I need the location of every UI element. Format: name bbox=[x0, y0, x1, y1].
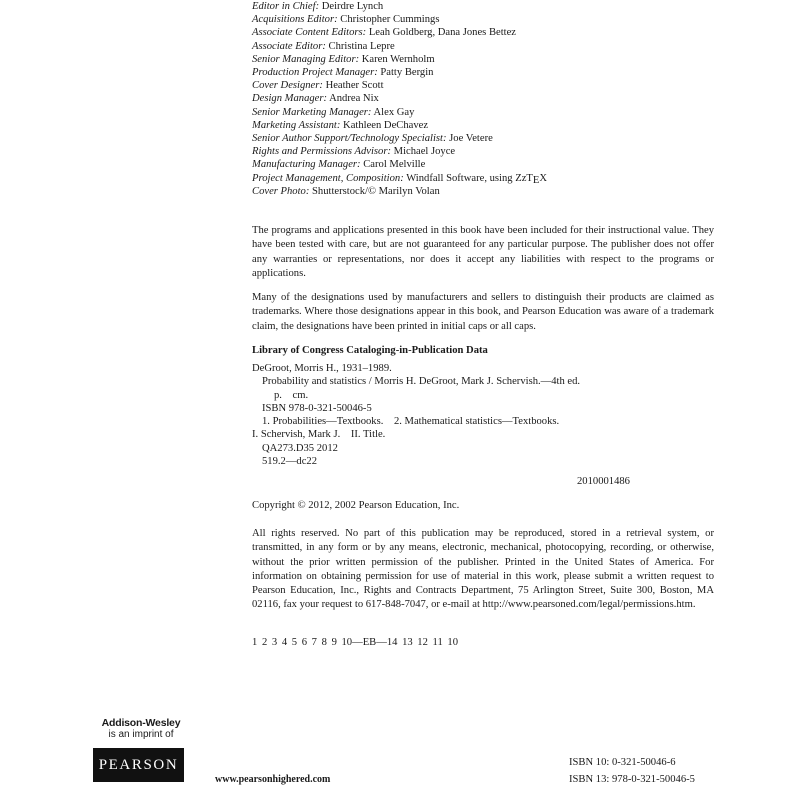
cip-line: p. cm. bbox=[274, 389, 309, 401]
credit-role: Cover Photo: bbox=[252, 185, 310, 197]
credit-row bbox=[252, 53, 722, 66]
credit-row bbox=[252, 158, 722, 171]
cip-record-number: 2010001486 bbox=[577, 476, 630, 487]
tex-logo-x: X bbox=[539, 172, 548, 184]
publisher-website: www.pearsonhighered.com bbox=[215, 774, 331, 785]
credit-role: Editor in Chief: bbox=[252, 1, 320, 12]
isbn-10: ISBN 10: 0-321-50046-6 bbox=[569, 757, 676, 768]
credit-name: Heather Scott bbox=[325, 80, 384, 92]
credit-row bbox=[252, 185, 722, 198]
cip-title: Library of Congress Cataloging-in-Publication Data bbox=[252, 345, 488, 356]
credit-role: Senior Author Support/Technology Specialist: bbox=[252, 133, 447, 145]
credit-name: Deirdre Lynch bbox=[321, 1, 384, 12]
credit-role: Production Project Manager: bbox=[252, 67, 378, 79]
trademarks-paragraph: Many of the designations used by manufacturers and sellers to distinguish their products are claimed as trademarks. Where those designations appear in this book, and Pearson Education was aware of a trademark claim, the designations have been printed in initial caps or all caps. bbox=[252, 292, 714, 332]
credit-row bbox=[252, 92, 722, 105]
credit-role: Acquisitions Editor: bbox=[252, 14, 338, 26]
cip-line: QA273.D35 2012 bbox=[262, 442, 338, 454]
imprint-name: Addison-Wesley bbox=[101, 717, 181, 729]
credit-row bbox=[252, 172, 722, 185]
cip-line: I. Schervish, Mark J. II. Title. bbox=[252, 429, 386, 441]
cip-line: 519.2—dc22 bbox=[262, 456, 318, 468]
pearson-logo: PEARSON bbox=[93, 748, 184, 782]
credit-row bbox=[252, 145, 722, 158]
credit-role: Marketing Assistant: bbox=[252, 119, 341, 131]
credit-name: Kathleen DeChavez bbox=[343, 119, 429, 131]
credit-row bbox=[252, 119, 722, 132]
credit-row bbox=[252, 66, 722, 79]
credit-name: Christopher Cummings bbox=[340, 14, 440, 26]
credit-role: Design Manager: bbox=[252, 93, 328, 105]
credit-name: Andrea Nix bbox=[329, 93, 379, 105]
credit-name: Carol Melville bbox=[363, 159, 426, 171]
credit-name: Joe Vetere bbox=[449, 133, 493, 145]
copyright-line: Copyright © 2012, 2002 Pearson Education, Inc. bbox=[252, 500, 460, 511]
imprint-block bbox=[96, 717, 186, 740]
cip-block bbox=[252, 362, 712, 487]
credit-row bbox=[252, 79, 722, 92]
credit-name: Alex Gay bbox=[373, 106, 415, 118]
printing-line: 1 2 3 4 5 6 7 8 9 10—EB—14 13 12 11 10 bbox=[252, 637, 458, 648]
credit-role: Associate Editor: bbox=[252, 40, 326, 52]
credit-name: Leah Goldberg, Dana Jones Bettez bbox=[368, 27, 517, 39]
credit-role: Manufacturing Manager: bbox=[252, 159, 361, 171]
credit-row bbox=[252, 132, 722, 145]
credit-name: Shutterstock/© Marilyn Volan bbox=[312, 185, 440, 197]
cip-line: ISBN 978-0-321-50046-5 bbox=[262, 402, 372, 414]
credit-role: Cover Designer: bbox=[252, 80, 323, 92]
cip-line: 1. Probabilities—Textbooks. 2. Mathematical statistics—Textbooks. bbox=[262, 416, 560, 428]
tex-logo-e: E bbox=[532, 174, 540, 186]
credit-role: Associate Content Editors: bbox=[252, 27, 367, 39]
disclaimer-paragraph: The programs and applications presented in this book have been included for their instructional value. They have been tested with care, but are not guaranteed for any particular purpose. The publisher does not offer any warranties or representations, nor does it accept any liabilities with respect to the programs or applications. bbox=[252, 225, 714, 280]
credit-row bbox=[252, 26, 722, 39]
credit-role: Rights and Permissions Advisor: bbox=[252, 146, 391, 158]
credit-row bbox=[252, 0, 722, 13]
credit-name: Karen Wernholm bbox=[361, 53, 435, 65]
rights-paragraph: All rights reserved. No part of this publication may be reproduced, stored in a retrieval system, or transmitted, in any form or by any means, electronic, mechanical, photocopying, recording, or otherwise, without the prior written permission of the publisher. Printed in the United States of America. For information on obtaining permission for use of material in this work, please submit a written request to Pearson Education, Inc., Rights and Contracts Department, 75 Arlington Street, Suite 300, Boston, MA 02116, fax your request to 617-848-7047, or e-mail at http://www.pearsoned.com/legal/permissions.htm. bbox=[252, 528, 714, 611]
credit-name: Windfall Software, using ZzT bbox=[406, 172, 533, 184]
credits-list bbox=[252, 0, 722, 198]
isbn-13: ISBN 13: 978-0-321-50046-5 bbox=[569, 774, 695, 785]
imprint-text: is an imprint of bbox=[108, 729, 174, 740]
credit-row bbox=[252, 13, 722, 26]
credit-row bbox=[252, 106, 722, 119]
cip-line: DeGroot, Morris H., 1931–1989. bbox=[252, 363, 392, 374]
credit-role: Senior Marketing Manager: bbox=[252, 106, 372, 118]
credit-name: Michael Joyce bbox=[393, 146, 456, 158]
credit-row bbox=[252, 40, 722, 53]
credit-name: Christina Lepre bbox=[328, 40, 395, 52]
cip-line: Probability and statistics / Morris H. DeGroot, Mark J. Schervish.—4th ed. bbox=[262, 376, 581, 388]
credit-role: Project Management, Composition: bbox=[252, 172, 404, 184]
credit-name: Patty Bergin bbox=[380, 67, 434, 79]
credit-role: Senior Managing Editor: bbox=[252, 53, 360, 65]
